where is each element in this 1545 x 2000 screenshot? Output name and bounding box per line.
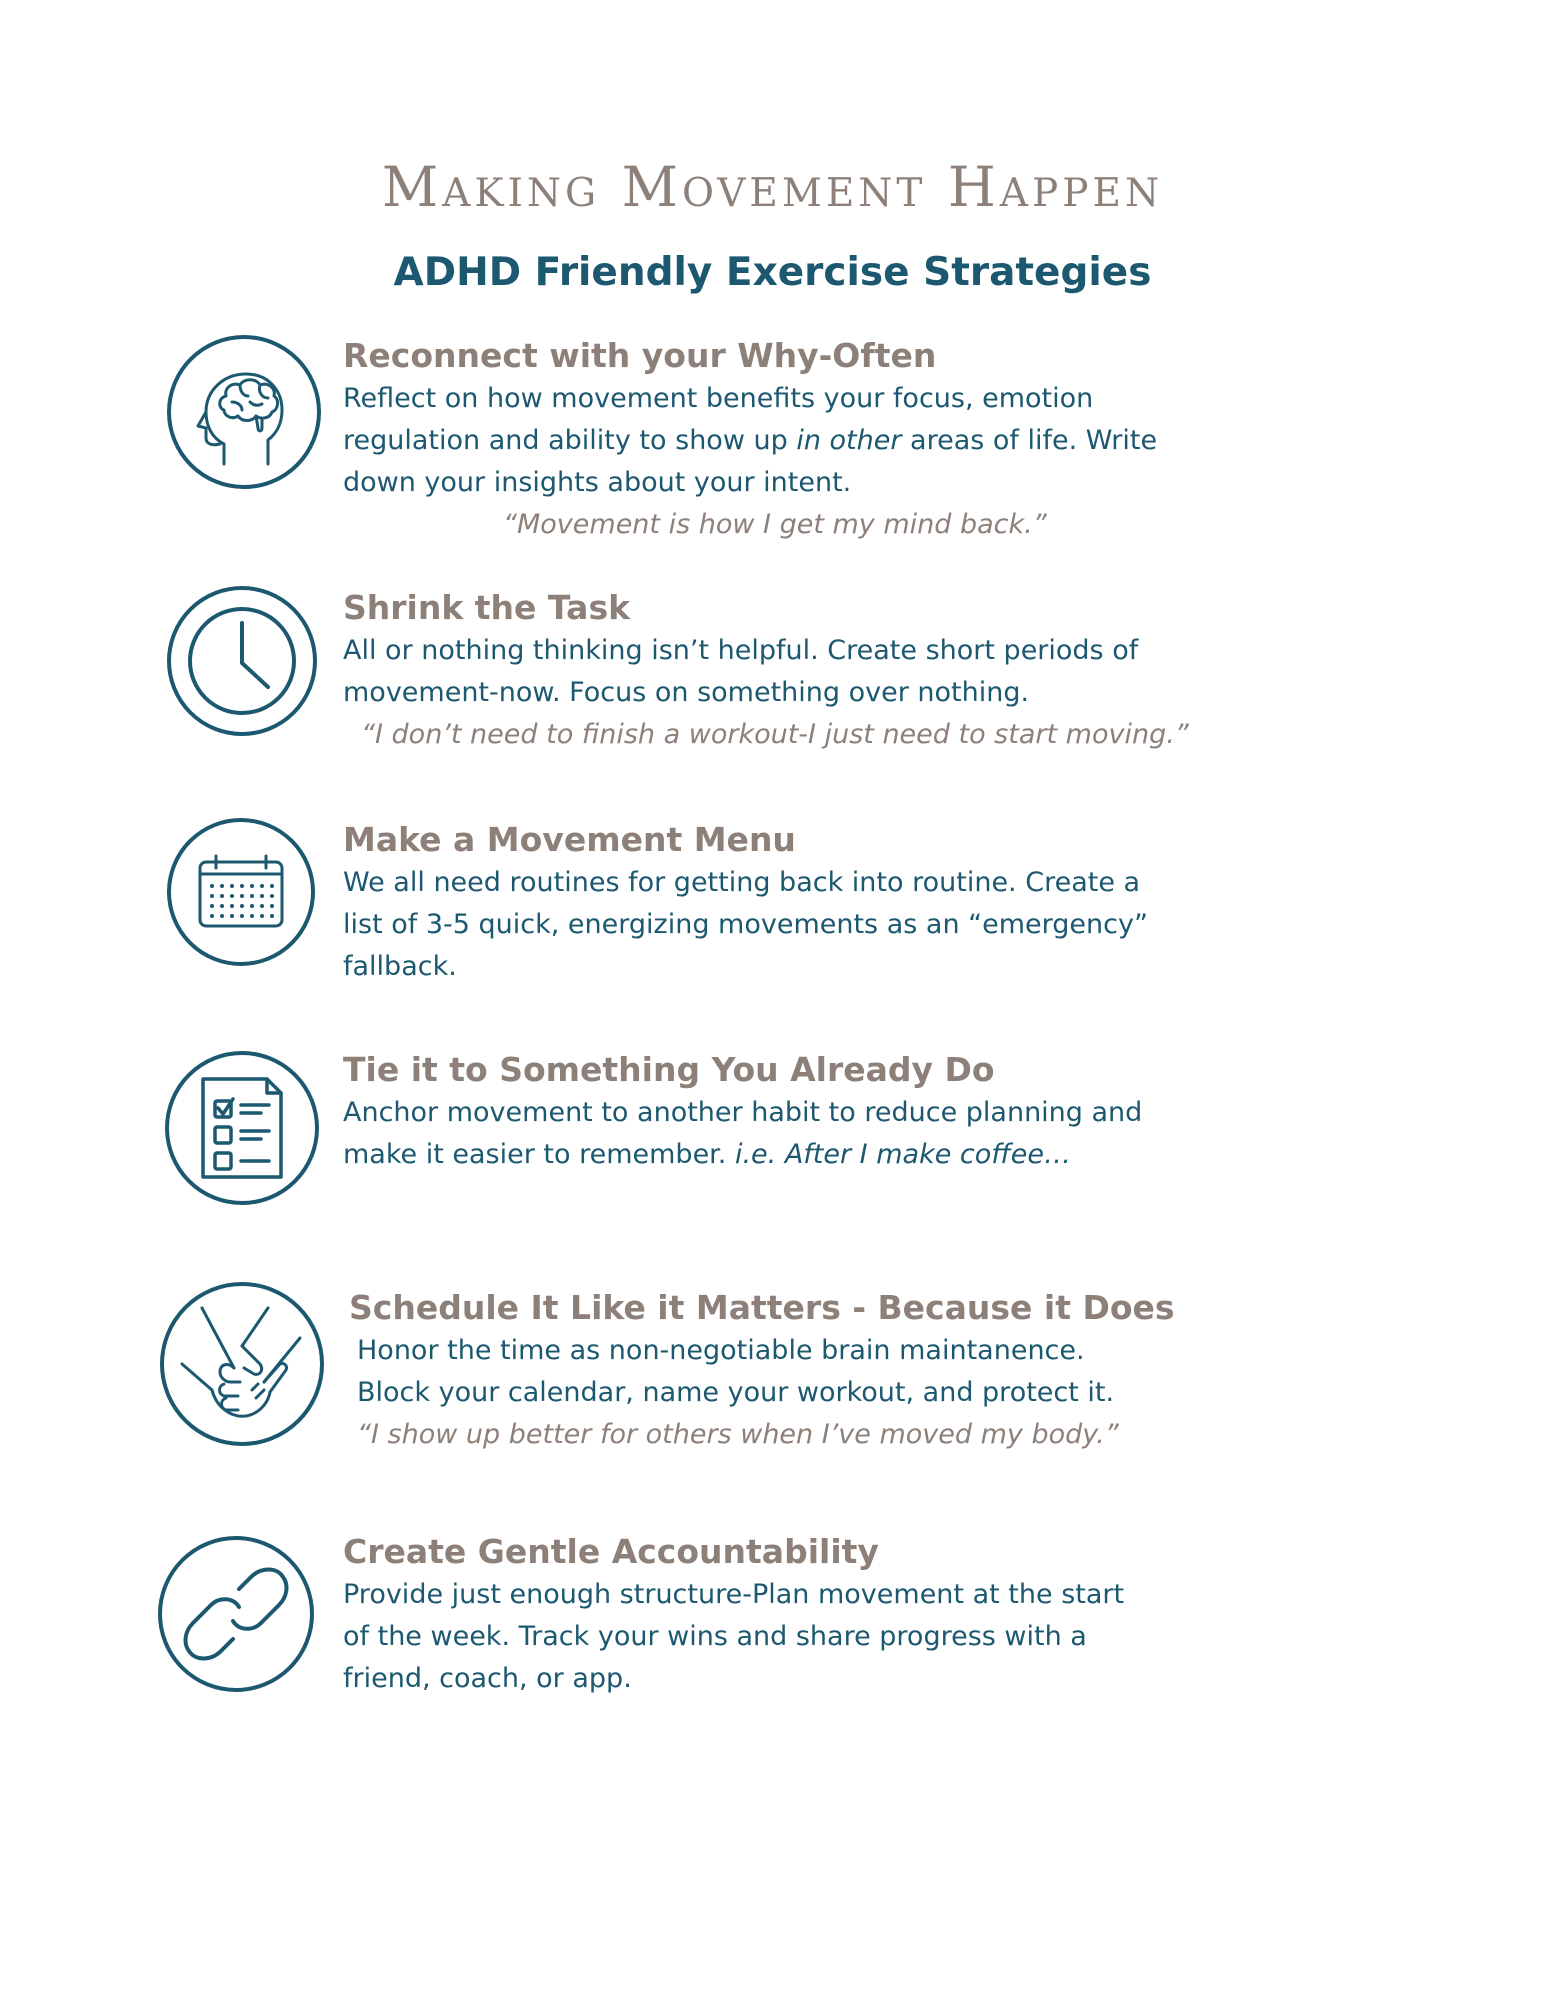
quote: “Movement is how I get my mind back.” bbox=[503, 509, 1047, 540]
body-line: movement-now. Focus on something over nothing. bbox=[343, 677, 1030, 708]
section-reconnect bbox=[343, 334, 1157, 546]
body-line: regulation and ability to show up in other areas of life. Write bbox=[343, 425, 1158, 456]
body-line: Anchor movement to another habit to reduce planning and bbox=[343, 1097, 1143, 1128]
body-line: Honor the time as non-negotiable brain maintanence. bbox=[357, 1335, 1085, 1366]
holding-hands-icon bbox=[160, 1282, 324, 1446]
body-line: fallback. bbox=[343, 951, 457, 982]
section-heading: Schedule It Like it Matters - Because it Does bbox=[349, 1288, 1175, 1327]
body-line: down your insights about your intent. bbox=[343, 467, 852, 498]
chain-link-icon bbox=[158, 1536, 314, 1692]
body-line: friend, coach, or app. bbox=[343, 1663, 632, 1694]
body-line: Reflect on how movement benefits your focus, emotion bbox=[343, 383, 1094, 414]
checklist-icon bbox=[165, 1051, 319, 1205]
section-shrink-task bbox=[343, 586, 1189, 756]
body-line: make it easier to remember. i.e. After I make coffee… bbox=[343, 1139, 1071, 1170]
section-heading: Make a Movement Menu bbox=[343, 820, 796, 859]
page-subtitle: ADHD Friendly Exercise Strategies bbox=[393, 250, 1152, 295]
section-heading: Create Gentle Accountability bbox=[343, 1532, 879, 1571]
page-title: Making Movement Happen bbox=[381, 155, 1164, 219]
body-line: Block your calendar, name your workout, and protect it. bbox=[357, 1377, 1115, 1408]
section-accountability bbox=[343, 1530, 1124, 1700]
section-tie-it bbox=[343, 1048, 1142, 1176]
body-line: of the week. Track your wins and share progress with a bbox=[343, 1621, 1087, 1652]
body-line: list of 3-5 quick, energizing movements as an “emergency” bbox=[343, 909, 1148, 940]
body-line: Provide just enough structure-Plan movement at the start bbox=[343, 1579, 1125, 1610]
quote: “I show up better for others when I’ve moved my body.” bbox=[357, 1419, 1119, 1450]
section-heading: Tie it to Something You Already Do bbox=[343, 1050, 995, 1089]
quote: “I don’t need to finish a workout-I just need to start moving.” bbox=[361, 719, 1189, 750]
section-heading: Reconnect with your Why-Often bbox=[343, 336, 937, 375]
section-movement-menu bbox=[343, 818, 1148, 988]
body-line: We all need routines for getting back into routine. Create a bbox=[343, 867, 1141, 898]
head-brain-icon bbox=[167, 335, 321, 489]
calendar-icon bbox=[167, 818, 315, 966]
section-schedule-it bbox=[349, 1286, 1175, 1456]
clock-icon bbox=[167, 586, 317, 736]
section-heading: Shrink the Task bbox=[343, 588, 631, 627]
body-line: All or nothing thinking isn’t helpful. Create short periods of bbox=[343, 635, 1139, 666]
